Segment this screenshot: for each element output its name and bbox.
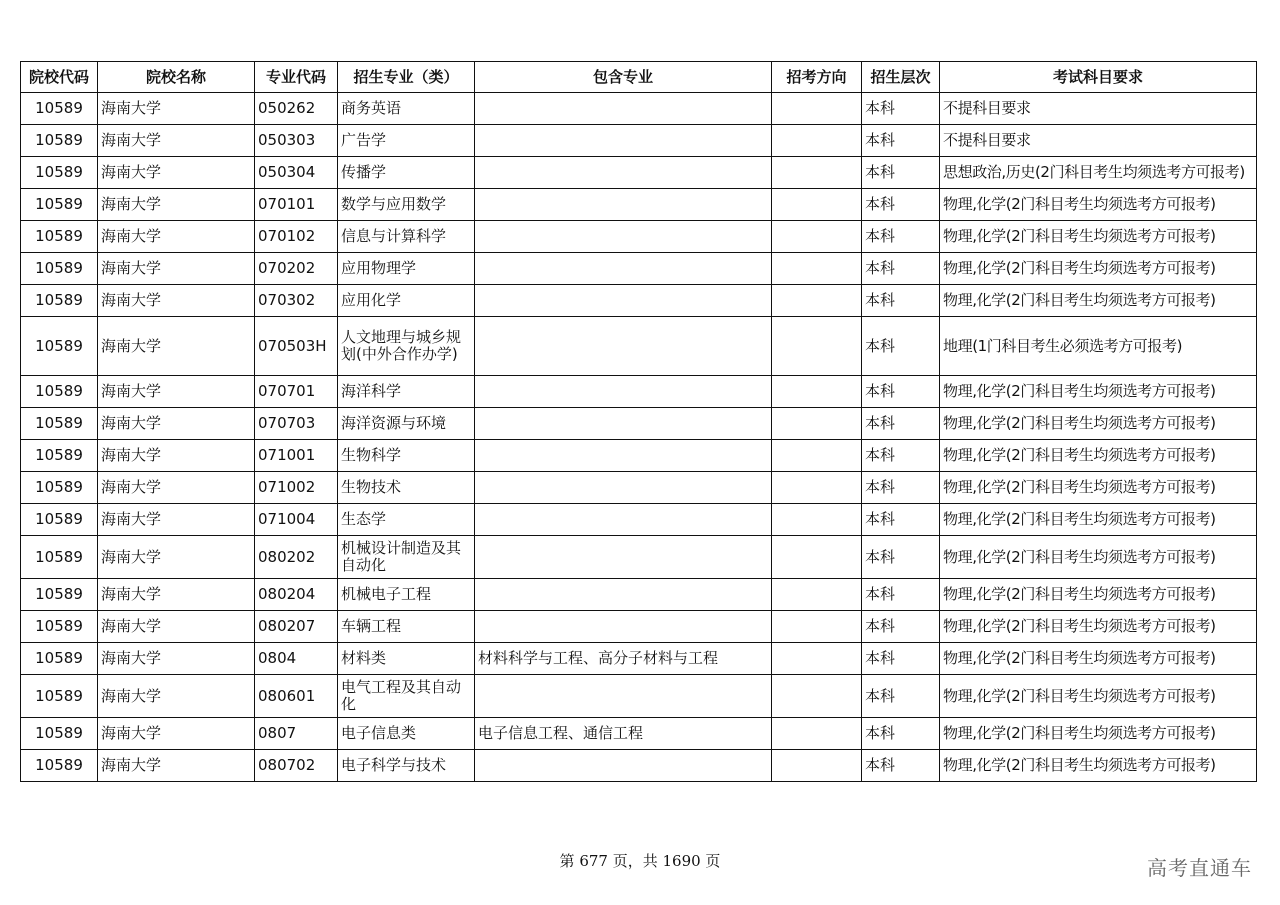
cell-requirement: 物理,化学(2门科目考生均须选考方可报考) [940,536,1257,579]
cell-requirement: 物理,化学(2门科目考生均须选考方可报考) [940,408,1257,440]
cell-includes [475,189,772,221]
table-row [21,285,1257,317]
cell-major: 海洋科学 [338,376,475,408]
cell-school-name: 海南大学 [98,93,255,125]
table-body [21,93,1257,782]
cell-school-name: 海南大学 [98,285,255,317]
cell-level: 本科 [862,718,940,750]
cell-major-code: 080702 [255,750,338,782]
cell-major: 传播学 [338,157,475,189]
cell-requirement: 物理,化学(2门科目考生均须选考方可报考) [940,376,1257,408]
table-row [21,504,1257,536]
cell-major: 车辆工程 [338,611,475,643]
table-row [21,317,1257,376]
cell-level: 本科 [862,221,940,253]
cell-major-code: 070703 [255,408,338,440]
cell-major: 广告学 [338,125,475,157]
cell-school-code: 10589 [21,643,98,675]
cell-school-name: 海南大学 [98,611,255,643]
cell-includes [475,221,772,253]
cell-level: 本科 [862,285,940,317]
cell-level: 本科 [862,504,940,536]
cell-major-code: 050262 [255,93,338,125]
cell-includes [475,93,772,125]
cell-school-code: 10589 [21,472,98,504]
header-includes: 包含专业 [475,62,772,93]
table-row [21,536,1257,579]
cell-major-code: 070302 [255,285,338,317]
cell-school-code: 10589 [21,189,98,221]
header-school-code: 院校代码 [21,62,98,93]
cell-requirement: 思想政治,历史(2门科目考生均须选考方可报考) [940,157,1257,189]
cell-school-code: 10589 [21,504,98,536]
cell-includes [475,408,772,440]
cell-school-code: 10589 [21,253,98,285]
cell-level: 本科 [862,376,940,408]
cell-major-code: 071004 [255,504,338,536]
table-row [21,750,1257,782]
cell-major: 机械电子工程 [338,579,475,611]
cell-direction [772,125,862,157]
cell-school-code: 10589 [21,675,98,718]
table-row [21,157,1257,189]
cell-direction [772,189,862,221]
cell-major-code: 070503H [255,317,338,376]
cell-major-code: 070102 [255,221,338,253]
cell-requirement: 物理,化学(2门科目考生均须选考方可报考) [940,253,1257,285]
cell-school-code: 10589 [21,611,98,643]
cell-school-name: 海南大学 [98,376,255,408]
table-row [21,643,1257,675]
table-row [21,125,1257,157]
cell-requirement: 物理,化学(2门科目考生均须选考方可报考) [940,189,1257,221]
cell-major-code: 070701 [255,376,338,408]
cell-major-code: 070202 [255,253,338,285]
cell-includes: 材料科学与工程、高分子材料与工程 [475,643,772,675]
cell-direction [772,675,862,718]
cell-direction [772,579,862,611]
cell-includes [475,504,772,536]
cell-school-name: 海南大学 [98,157,255,189]
cell-school-code: 10589 [21,440,98,472]
cell-school-code: 10589 [21,93,98,125]
cell-requirement: 物理,化学(2门科目考生均须选考方可报考) [940,611,1257,643]
header-school-name: 院校名称 [98,62,255,93]
cell-requirement: 物理,化学(2门科目考生均须选考方可报考) [940,718,1257,750]
cell-direction [772,93,862,125]
cell-major: 材料类 [338,643,475,675]
cell-school-name: 海南大学 [98,675,255,718]
cell-includes [475,579,772,611]
cell-direction [772,504,862,536]
cell-requirement: 物理,化学(2门科目考生均须选考方可报考) [940,750,1257,782]
cell-direction [772,472,862,504]
table-row [21,376,1257,408]
cell-major-code: 0807 [255,718,338,750]
cell-school-code: 10589 [21,376,98,408]
cell-major-code: 080601 [255,675,338,718]
cell-major: 生物科学 [338,440,475,472]
cell-level: 本科 [862,536,940,579]
cell-requirement: 不提科目要求 [940,93,1257,125]
cell-includes: 电子信息工程、通信工程 [475,718,772,750]
cell-direction [772,611,862,643]
cell-requirement: 地理(1门科目考生必须选考方可报考) [940,317,1257,376]
cell-direction [772,750,862,782]
cell-major-code: 070101 [255,189,338,221]
cell-major: 信息与计算科学 [338,221,475,253]
cell-school-name: 海南大学 [98,189,255,221]
cell-major-code: 080202 [255,536,338,579]
cell-school-name: 海南大学 [98,718,255,750]
admissions-table [20,61,1257,782]
cell-school-name: 海南大学 [98,750,255,782]
page-number: 第 677 页，共 1690 页 [559,852,721,870]
cell-school-name: 海南大学 [98,125,255,157]
cell-includes [475,285,772,317]
cell-level: 本科 [862,675,940,718]
cell-level: 本科 [862,157,940,189]
table-row [21,472,1257,504]
cell-major: 生物技术 [338,472,475,504]
cell-major: 数学与应用数学 [338,189,475,221]
cell-requirement: 不提科目要求 [940,125,1257,157]
cell-school-name: 海南大学 [98,317,255,376]
cell-direction [772,718,862,750]
cell-requirement: 物理,化学(2门科目考生均须选考方可报考) [940,440,1257,472]
cell-level: 本科 [862,253,940,285]
cell-school-name: 海南大学 [98,408,255,440]
cell-school-code: 10589 [21,579,98,611]
table-row [21,93,1257,125]
table-header-row [21,62,1257,93]
cell-requirement: 物理,化学(2门科目考生均须选考方可报考) [940,221,1257,253]
cell-school-code: 10589 [21,221,98,253]
cell-level: 本科 [862,189,940,221]
header-level: 招生层次 [862,62,940,93]
cell-major: 人文地理与城乡规划(中外合作办学) [338,317,475,376]
cell-requirement: 物理,化学(2门科目考生均须选考方可报考) [940,675,1257,718]
cell-direction [772,643,862,675]
cell-major: 应用化学 [338,285,475,317]
cell-level: 本科 [862,750,940,782]
header-major-code: 专业代码 [255,62,338,93]
table-row [21,189,1257,221]
table-row [21,611,1257,643]
cell-school-name: 海南大学 [98,504,255,536]
cell-includes [475,536,772,579]
cell-includes [475,675,772,718]
cell-school-name: 海南大学 [98,221,255,253]
cell-level: 本科 [862,643,940,675]
cell-direction [772,376,862,408]
cell-includes [475,440,772,472]
cell-level: 本科 [862,611,940,643]
cell-school-code: 10589 [21,536,98,579]
cell-school-code: 10589 [21,125,98,157]
cell-school-code: 10589 [21,317,98,376]
cell-requirement: 物理,化学(2门科目考生均须选考方可报考) [940,285,1257,317]
cell-level: 本科 [862,440,940,472]
cell-includes [475,472,772,504]
watermark-logo: 高考直通车 [1147,856,1252,880]
header-direction: 招考方向 [772,62,862,93]
table-row [21,253,1257,285]
cell-school-name: 海南大学 [98,440,255,472]
cell-level: 本科 [862,472,940,504]
table-row [21,579,1257,611]
cell-direction [772,253,862,285]
cell-level: 本科 [862,93,940,125]
cell-direction [772,317,862,376]
cell-level: 本科 [862,579,940,611]
cell-includes [475,376,772,408]
cell-school-name: 海南大学 [98,579,255,611]
cell-major: 机械设计制造及其自动化 [338,536,475,579]
cell-major-code: 080207 [255,611,338,643]
cell-major: 应用物理学 [338,253,475,285]
cell-direction [772,157,862,189]
cell-major-code: 050304 [255,157,338,189]
table-row [21,221,1257,253]
cell-requirement: 物理,化学(2门科目考生均须选考方可报考) [940,472,1257,504]
table-row [21,718,1257,750]
cell-major: 商务英语 [338,93,475,125]
table-row [21,408,1257,440]
cell-requirement: 物理,化学(2门科目考生均须选考方可报考) [940,643,1257,675]
cell-level: 本科 [862,408,940,440]
cell-direction [772,536,862,579]
cell-direction [772,221,862,253]
cell-major: 电子信息类 [338,718,475,750]
cell-school-code: 10589 [21,718,98,750]
cell-level: 本科 [862,317,940,376]
cell-major: 电气工程及其自动化 [338,675,475,718]
cell-school-code: 10589 [21,285,98,317]
cell-major-code: 071001 [255,440,338,472]
cell-includes [475,317,772,376]
cell-school-code: 10589 [21,408,98,440]
cell-major: 海洋资源与环境 [338,408,475,440]
cell-includes [475,611,772,643]
cell-school-code: 10589 [21,750,98,782]
cell-school-name: 海南大学 [98,472,255,504]
cell-major-code: 080204 [255,579,338,611]
cell-includes [475,750,772,782]
cell-includes [475,125,772,157]
header-major: 招生专业（类） [338,62,475,93]
cell-direction [772,408,862,440]
cell-level: 本科 [862,125,940,157]
table-row [21,675,1257,718]
cell-school-name: 海南大学 [98,536,255,579]
cell-major-code: 050303 [255,125,338,157]
cell-requirement: 物理,化学(2门科目考生均须选考方可报考) [940,504,1257,536]
cell-direction [772,440,862,472]
cell-school-name: 海南大学 [98,643,255,675]
cell-includes [475,157,772,189]
cell-direction [772,285,862,317]
cell-includes [475,253,772,285]
cell-major: 电子科学与技术 [338,750,475,782]
table-row [21,440,1257,472]
cell-major-code: 071002 [255,472,338,504]
cell-major: 生态学 [338,504,475,536]
cell-requirement: 物理,化学(2门科目考生均须选考方可报考) [940,579,1257,611]
cell-school-name: 海南大学 [98,253,255,285]
header-requirement: 考试科目要求 [940,62,1257,93]
cell-major-code: 0804 [255,643,338,675]
cell-school-code: 10589 [21,157,98,189]
